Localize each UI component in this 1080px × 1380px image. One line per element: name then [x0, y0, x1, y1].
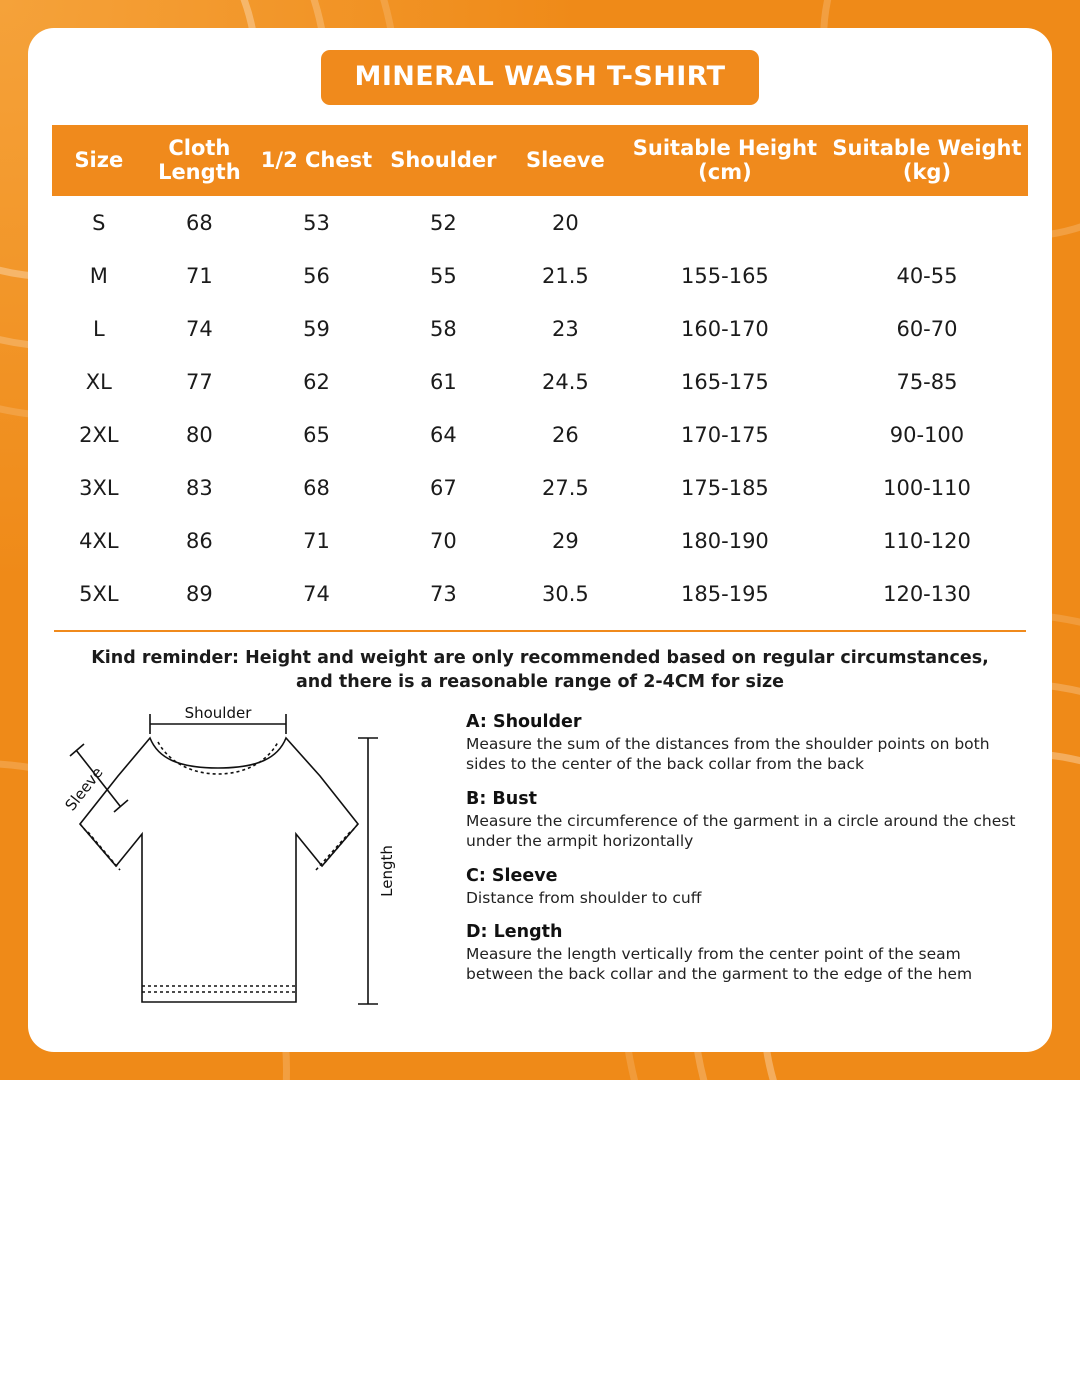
- definition-title: C: Sleeve: [466, 865, 558, 886]
- cell-shoulder: 52: [429, 211, 457, 236]
- page-title: MINERAL WASH T-SHIRT: [321, 50, 760, 105]
- size-table: [52, 125, 1028, 620]
- cell-weight: [826, 196, 1028, 249]
- cell-height: 155-165: [681, 264, 769, 289]
- cell-size: M: [89, 264, 108, 289]
- definition-title: B: Bust: [466, 788, 538, 809]
- cell-height: 180-190: [681, 529, 769, 554]
- definition-shoulder: [466, 712, 1022, 775]
- cell-shoulder: 64: [429, 423, 457, 448]
- column-header-sleeve: Sleeve: [507, 125, 624, 196]
- definition-text: Measure the length vertically from the center point of the seam between the back collar and the garment to the edge of the hem: [466, 945, 973, 984]
- cell-weight: 75-85: [896, 370, 958, 395]
- table-row: [52, 302, 1028, 355]
- cell-chest: 65: [303, 423, 330, 448]
- definition-title: D: Length: [466, 922, 563, 943]
- cell-weight: 110-120: [883, 529, 971, 554]
- cell-height: 160-170: [681, 317, 769, 342]
- definition-text: Distance from shoulder to cuff: [466, 888, 702, 907]
- column-header-chest: 1/2 Chest: [253, 125, 380, 196]
- cell-height: 185-195: [681, 582, 769, 607]
- tshirt-diagram: [58, 706, 458, 1024]
- cell-length: 83: [186, 476, 213, 501]
- table-row: [52, 249, 1028, 302]
- column-header-weight: Suitable Weight (kg): [826, 125, 1028, 196]
- cell-sleeve: 29: [551, 529, 579, 554]
- column-header-shoulder: Shoulder: [380, 125, 507, 196]
- table-row: [52, 408, 1028, 461]
- table-row: [52, 355, 1028, 408]
- cell-length: 68: [186, 211, 213, 236]
- table-row: [52, 461, 1028, 514]
- cell-chest: 53: [303, 211, 330, 236]
- definition-title: A: Shoulder: [466, 712, 582, 733]
- table-header-row: [52, 125, 1028, 196]
- cell-size: 2XL: [79, 423, 119, 448]
- definition-bust: [466, 789, 1022, 852]
- diagram-label-sleeve: Sleeve: [61, 763, 107, 815]
- cell-sleeve: 24.5: [541, 370, 589, 395]
- cell-length: 71: [186, 264, 213, 289]
- cell-shoulder: 67: [429, 476, 457, 501]
- kind-reminder-text: Kind reminder: Height and weight are only recommended based on regular circumstances, and there is a reasonable range of 2-4CM for size: [91, 648, 989, 692]
- cell-chest: 68: [303, 476, 330, 501]
- size-chart-card: [28, 28, 1052, 1052]
- definition-length: [466, 922, 1022, 985]
- diagram-label-length: Length: [378, 845, 396, 898]
- title-container: [52, 50, 1028, 105]
- cell-height: 175-185: [681, 476, 769, 501]
- cell-sleeve: 20: [551, 211, 579, 236]
- cell-chest: 56: [303, 264, 330, 289]
- cell-shoulder: 73: [429, 582, 457, 607]
- cell-weight: 120-130: [883, 582, 971, 607]
- cell-shoulder: 55: [429, 264, 457, 289]
- tshirt-measurement-illustration: [58, 706, 458, 1024]
- cell-length: 77: [186, 370, 213, 395]
- diagram-label-shoulder: Shoulder: [184, 706, 252, 723]
- table-row: [52, 196, 1028, 249]
- cell-size: S: [92, 211, 106, 236]
- cell-height: 170-175: [681, 423, 769, 448]
- cell-length: 74: [186, 317, 213, 342]
- cell-length: 80: [186, 423, 213, 448]
- cell-size: XL: [85, 370, 112, 395]
- table-row: [52, 514, 1028, 567]
- cell-size: 3XL: [79, 476, 119, 501]
- cell-weight: 90-100: [889, 423, 965, 448]
- definition-text: Measure the circumference of the garment in a circle around the chest under the armpit horizontally: [466, 811, 1016, 850]
- measurement-definitions: [458, 706, 1022, 1024]
- cell-sleeve: 23: [551, 317, 579, 342]
- cell-size: L: [92, 317, 105, 342]
- cell-shoulder: 70: [429, 529, 457, 554]
- column-header-size: Size: [52, 125, 146, 196]
- table-body: [52, 196, 1028, 620]
- cell-sleeve: 26: [551, 423, 579, 448]
- cell-chest: 74: [303, 582, 330, 607]
- column-header-height: Suitable Height (cm): [624, 125, 826, 196]
- cell-size: 4XL: [79, 529, 119, 554]
- cell-size: 5XL: [79, 582, 119, 607]
- cell-length: 89: [186, 582, 213, 607]
- measurement-guide-section: [52, 706, 1028, 1024]
- definition-sleeve: [466, 866, 1022, 909]
- cell-sleeve: 27.5: [541, 476, 589, 501]
- cell-chest: 71: [303, 529, 330, 554]
- definition-text: Measure the sum of the distances from the shoulder points on both sides to the center of the back collar from the back: [466, 735, 990, 774]
- cell-weight: 60-70: [896, 317, 958, 342]
- cell-height: [624, 196, 826, 249]
- column-header-length: Cloth Length: [146, 125, 253, 196]
- cell-shoulder: 58: [429, 317, 457, 342]
- cell-weight: 40-55: [896, 264, 958, 289]
- cell-height: 165-175: [681, 370, 769, 395]
- cell-weight: 100-110: [883, 476, 971, 501]
- cell-sleeve: 21.5: [541, 264, 589, 289]
- cell-chest: 59: [303, 317, 330, 342]
- table-row: [52, 567, 1028, 620]
- cell-length: 86: [186, 529, 213, 554]
- table-header: [52, 125, 1028, 196]
- cell-chest: 62: [303, 370, 330, 395]
- cell-sleeve: 30.5: [541, 582, 589, 607]
- cell-shoulder: 61: [429, 370, 457, 395]
